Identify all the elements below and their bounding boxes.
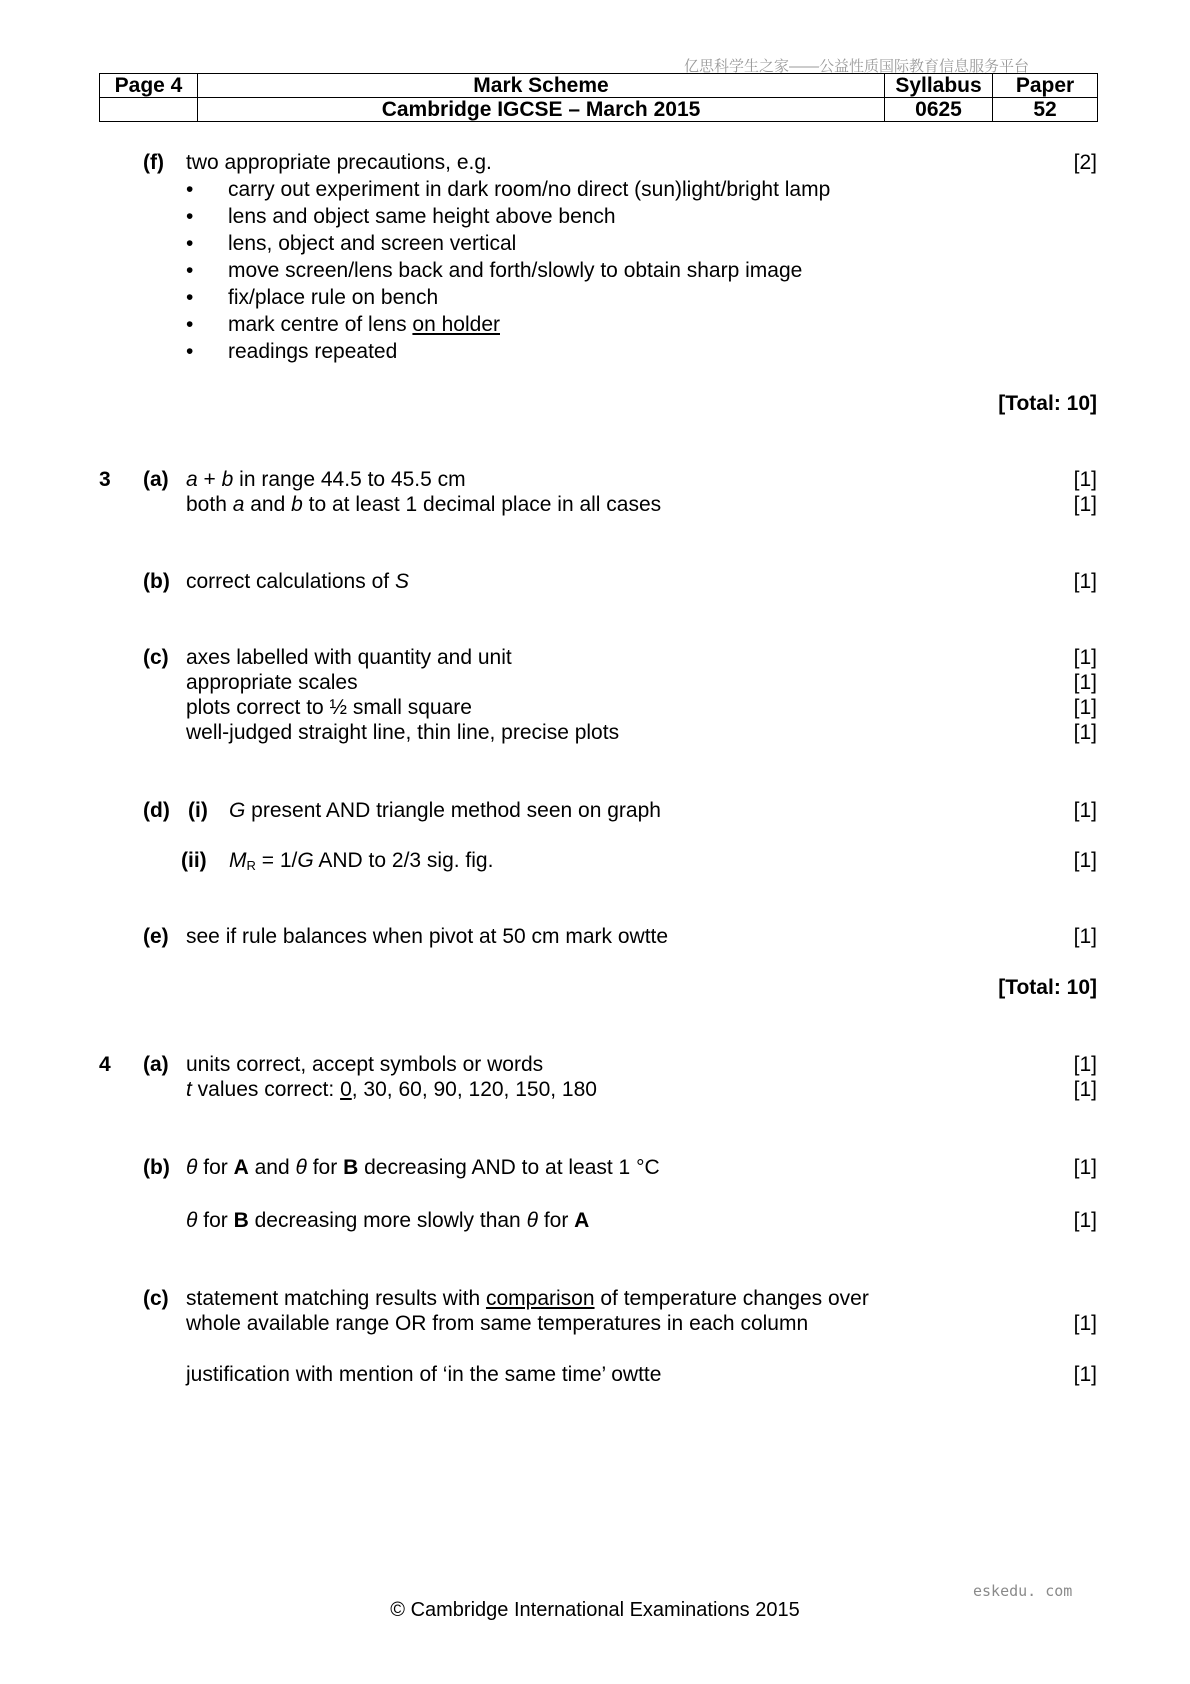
q4c-mark-1: [1] [1073,1312,1097,1335]
q4c-label: (c) [143,1287,169,1310]
q2f-bullet-5: fix/place rule on bench [228,286,439,309]
bullet-icon: • [186,340,194,363]
bullet-icon: • [186,313,194,336]
q4-number: 4 [99,1053,111,1076]
q3d-i-text: G present AND triangle method seen on graph [229,799,661,822]
q3b-mark: [1] [1073,570,1097,593]
q2f-bullet-6: mark centre of lens on holder [228,313,500,336]
q2f-text: two appropriate precautions, e.g. [186,151,492,174]
syllabus-label: Syllabus [885,74,993,98]
q3d-ii-mark: [1] [1073,849,1097,872]
doc-title: Mark Scheme [198,74,885,98]
q4a-mark-2: [1] [1073,1078,1097,1101]
header-table [99,73,1098,122]
q3a-mark-1: [1] [1073,468,1097,491]
q2f-bullet-1: carry out experiment in dark room/no direct (sun)light/bright lamp [228,178,831,201]
q4c-mark-2: [1] [1073,1363,1097,1386]
underlined-text: on holder [412,313,500,336]
q2f-mark: [2] [1073,151,1097,174]
q3e-mark: [1] [1073,925,1097,948]
q3c-line-3: plots correct to ½ small square [186,696,472,719]
q4b-line-1: θ for A and θ for B decreasing AND to at least 1 °C [186,1156,660,1179]
syllabus-code: 0625 [885,98,993,122]
q3b-text: correct calculations of S [186,570,409,593]
q3d-ii-text: $M_R = 1/G$ AND to 2/3 sig. fig. [229,849,494,873]
q3a-label: (a) [143,468,169,491]
bullet-icon: • [186,205,194,228]
q3e-label: (e) [143,925,169,948]
bullet-icon: • [186,259,194,282]
q2-total: [Total: 10] [998,392,1097,415]
watermark-text: 亿思科学生之家——公益性质国际教育信息服务平台 [684,58,1030,75]
q3c-mark-2: [1] [1073,671,1097,694]
q4a-label: (a) [143,1053,169,1076]
q4a-line-1: units correct, accept symbols or words [186,1053,544,1076]
q4b-label: (b) [143,1156,170,1179]
q3a-line-2: both a and b to at least 1 decimal place in all cases [186,493,662,516]
q4b-mark-1: [1] [1073,1156,1097,1179]
q4c-line-1: statement matching results with comparison of temperature changes over [186,1287,869,1310]
q3c-line-1: axes labelled with quantity and unit [186,646,512,669]
q3c-mark-3: [1] [1073,696,1097,719]
bullet-icon: • [186,178,194,201]
q2f-label: (f) [143,151,164,174]
q3c-label: (c) [143,646,169,669]
bullet-icon: • [186,232,194,255]
q4a-mark-1: [1] [1073,1053,1097,1076]
q3d-i-mark: [1] [1073,799,1097,822]
copyright-footer: © Cambridge International Examinations 2015 [390,1599,800,1621]
doc-subtitle: Cambridge IGCSE – March 2015 [198,98,885,122]
paper-code: 52 [993,98,1098,122]
q3c-line-4: well-judged straight line, thin line, precise plots [186,721,620,744]
q3b-label: (b) [143,570,170,593]
bullet-icon: • [186,286,194,309]
q4b-line-2: θ for B decreasing more slowly than θ for A [186,1209,590,1232]
q4c-line-3: justification with mention of ‘in the same time’ owtte [186,1363,662,1386]
q3e-text: see if rule balances when pivot at 50 cm mark owtte [186,925,669,948]
q2f-bullet-2: lens and object same height above bench [228,205,616,228]
q3-number: 3 [99,468,111,491]
q4b-mark-2: [1] [1073,1209,1097,1232]
q3a-mark-2: [1] [1073,493,1097,516]
q3a-line-1: a + b in range 44.5 to 45.5 cm [186,468,466,491]
q2f-bullet-3: lens, object and screen vertical [228,232,517,255]
q3d-ii-label: (ii) [181,849,207,872]
paper-label: Paper [993,74,1098,98]
q4a-line-2: t values correct: 0, 30, 60, 90, 120, 150, 180 [186,1078,597,1101]
site-watermark: eskedu. com [973,1582,1073,1600]
q3c-line-2: appropriate scales [186,671,358,694]
q3-total: [Total: 10] [998,976,1097,999]
q2f-bullet-4: move screen/lens back and forth/slowly to obtain sharp image [228,259,803,282]
q3d-label: (d) [143,799,170,822]
q3d-i-label: (i) [188,799,208,822]
page-number: Page 4 [100,74,198,98]
q2f-bullet-7: readings repeated [228,340,398,363]
q3c-mark-1: [1] [1073,646,1097,669]
q4c-line-2: whole available range OR from same temperatures in each column [186,1312,809,1335]
q3c-mark-4: [1] [1073,721,1097,744]
